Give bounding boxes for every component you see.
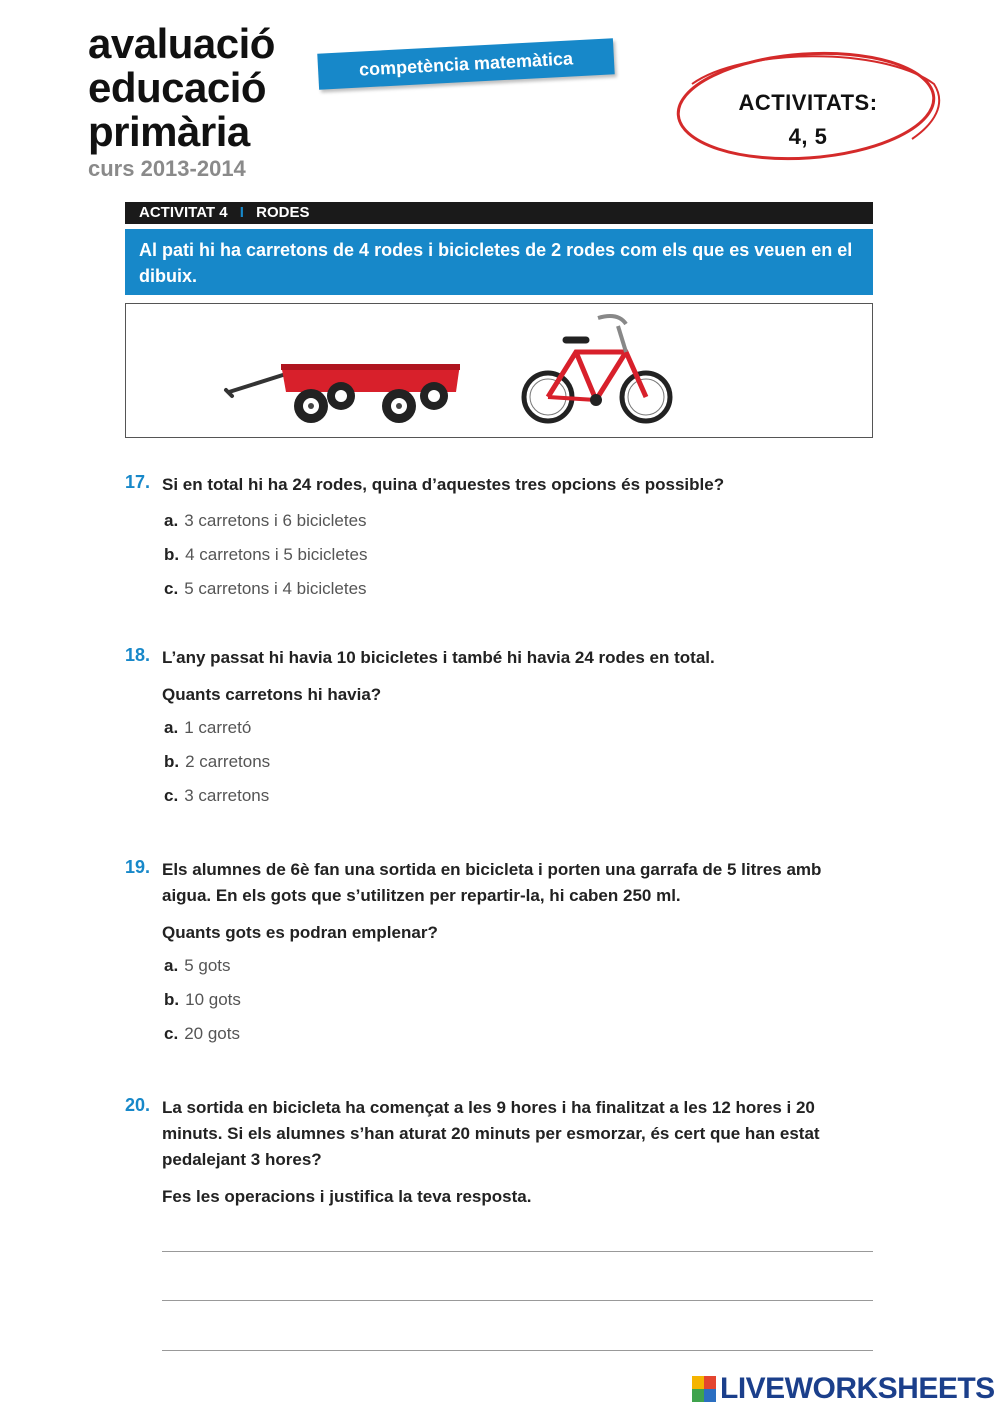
option-letter: b.	[164, 752, 180, 771]
option-text: 5 carretons i 4 bicicletes	[184, 579, 367, 598]
question-subprompt: Quants carretons hi havia?	[162, 685, 382, 704]
option-letter: c.	[164, 1024, 179, 1043]
question-subprompt: Quants gots es podran emplenar?	[162, 923, 438, 942]
activity-separator: I	[239, 204, 244, 221]
option-text: 5 gots	[184, 956, 231, 975]
question-number: 19.	[125, 857, 151, 877]
question-19	[125, 857, 885, 1057]
course-year: curs 2013-2014	[88, 156, 246, 181]
question-20	[125, 1095, 885, 1207]
title-line: primària	[88, 108, 250, 155]
publication-title	[88, 22, 275, 154]
option-letter: c.	[164, 786, 179, 805]
activities-heading: ACTIVITATS:	[738, 90, 878, 115]
question-subprompt: Fes les operacions i justifica la teva resposta.	[162, 1187, 532, 1206]
option-letter: a.	[164, 718, 179, 737]
question-text: L’any passat hi havia 10 bicicletes i també hi havia 24 rodes en total.	[162, 648, 715, 667]
brand-name: LIVEWORKSHEETS	[720, 1372, 995, 1405]
question-text: Si en total hi ha 24 rodes, quina d’aquestes tres opcions és possible?	[162, 475, 725, 494]
option-a[interactable]	[164, 717, 885, 751]
answer-line-1[interactable]	[162, 1251, 873, 1252]
wagon-icon	[226, 364, 460, 423]
option-b[interactable]	[164, 751, 885, 785]
options-list	[164, 510, 885, 612]
option-c[interactable]	[164, 1023, 885, 1057]
question-text: La sortida en bicicleta ha començat a les 9 hores i ha finalitzat a les 12 hores i 20 minuts. Si els alumnes s’han aturat 20 minuts per esmorzar, és cert que han estat pedalejant 3 hores?	[162, 1098, 820, 1169]
option-text: 1 carretó	[184, 718, 252, 737]
wagon-and-bicycle-illustration	[126, 304, 872, 437]
activity-header-bar	[125, 202, 873, 224]
title-line: avaluació	[88, 20, 275, 67]
option-letter: c.	[164, 579, 179, 598]
liveworksheets-logo-icon	[692, 1376, 716, 1402]
option-letter: b.	[164, 545, 180, 564]
option-c[interactable]	[164, 785, 885, 819]
option-text: 2 carretons	[185, 752, 271, 771]
options-list	[164, 955, 885, 1057]
bicycle-icon	[524, 316, 670, 421]
question-number: 17.	[125, 472, 151, 492]
option-text: 10 gots	[185, 990, 241, 1009]
activities-label	[690, 86, 926, 154]
activity-number: ACTIVITAT 4	[139, 204, 228, 221]
option-a[interactable]	[164, 510, 885, 544]
activities-numbers: 4, 5	[788, 124, 828, 149]
activity-title: RODES	[256, 204, 310, 221]
option-letter: a.	[164, 956, 179, 975]
option-text: 3 carretons	[184, 786, 270, 805]
options-list	[164, 717, 885, 819]
option-text: 3 carretons i 6 bicicletes	[184, 511, 367, 530]
option-a[interactable]	[164, 955, 885, 989]
answer-line-2[interactable]	[162, 1300, 873, 1301]
question-17	[125, 472, 885, 612]
question-text: Els alumnes de 6è fan una sortida en bicicleta i porten una garrafa de 5 litres amb aigua. En els gots que s’utilitzen per repartir-la, hi caben 250 ml.	[162, 860, 822, 905]
option-letter: a.	[164, 511, 179, 530]
option-b[interactable]	[164, 544, 885, 578]
question-number: 20.	[125, 1095, 151, 1115]
question-18	[125, 645, 885, 819]
answer-line-3[interactable]	[162, 1350, 873, 1351]
option-letter: b.	[164, 990, 180, 1009]
option-text: 4 carretons i 5 bicicletes	[185, 545, 368, 564]
activity-intro: Al pati hi ha carretons de 4 rodes i bicicletes de 2 rodes com els que es veuen en el dibuix.	[125, 229, 873, 295]
option-c[interactable]	[164, 578, 885, 612]
subject-tag: competència matemàtica	[317, 38, 614, 89]
title-line: educació	[88, 64, 267, 111]
footer-brand	[692, 1372, 995, 1406]
option-text: 20 gots	[184, 1024, 240, 1043]
illustration-box	[125, 303, 873, 438]
option-b[interactable]	[164, 989, 885, 1023]
question-number: 18.	[125, 645, 151, 665]
